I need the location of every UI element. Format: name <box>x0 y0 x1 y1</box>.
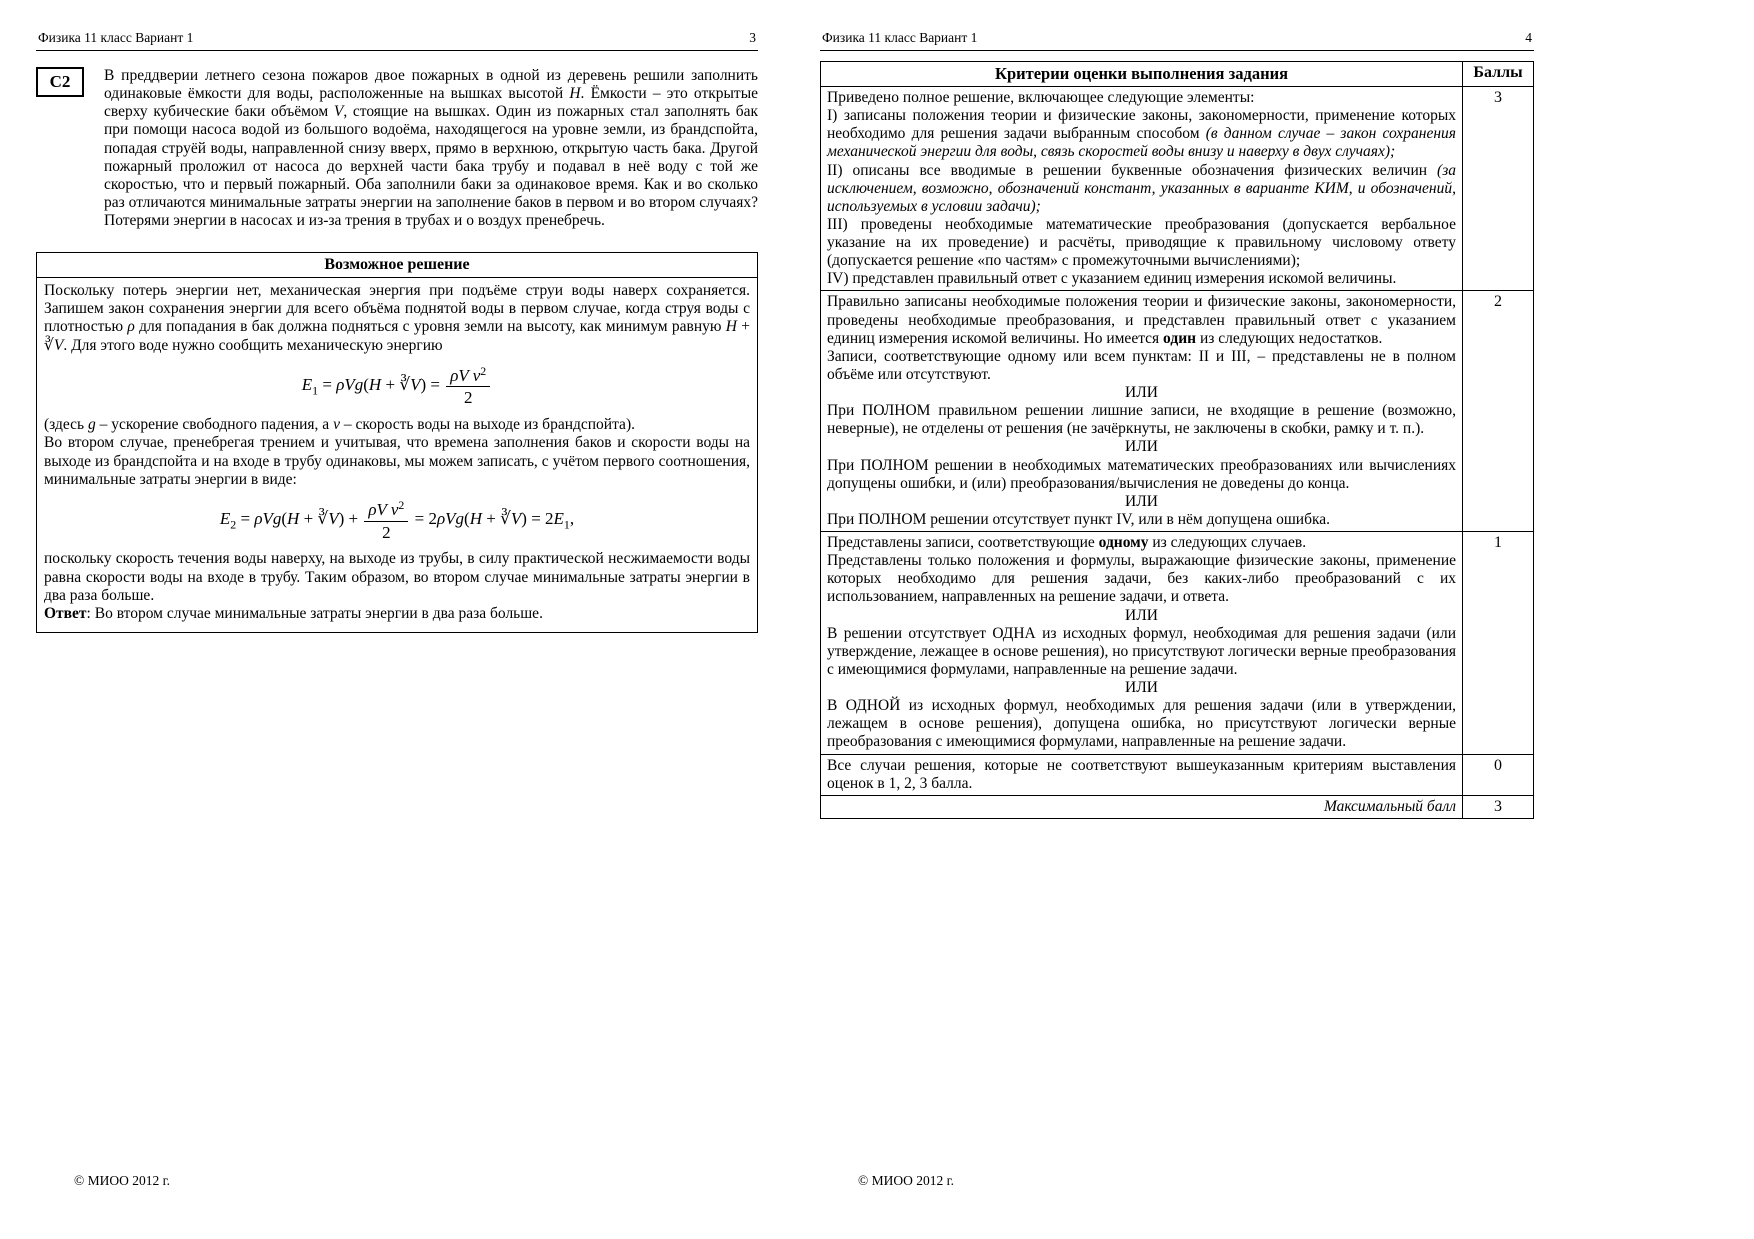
text-run: H <box>569 85 581 103</box>
fraction: $\frac{\rho V v^2}{2}$ <box>446 365 490 408</box>
copyright-footer: © МИОО 2012 г. <box>858 1173 955 1188</box>
solution-paragraph <box>44 550 750 604</box>
criteria-cell <box>821 532 1463 755</box>
text-run: v <box>333 416 340 434</box>
text-run: . Ёмкости – это открытые сверху кубические баки объёмом <box>104 85 758 121</box>
criteria-table <box>820 61 1534 819</box>
text-run: . Для этого воде нужно сообщить механическую энергию <box>63 336 443 354</box>
text-run: ρ <box>127 318 135 336</box>
page-4 <box>820 30 1534 1195</box>
criteria-paragraph <box>827 511 1456 529</box>
problem-block <box>36 67 758 230</box>
text-run: При ПОЛНОМ решении в необходимых математических преобразованиях или вычислениях допущены ошибки, и (или) преобразования/вычисления не доведены до конца. <box>827 456 1456 492</box>
solution-paragraph <box>44 434 750 488</box>
text-run: одному <box>1098 534 1149 551</box>
points-cell: 0 <box>1463 754 1534 795</box>
page-number: 4 <box>1525 30 1532 45</box>
text-run: H <box>725 318 737 336</box>
solution-body <box>37 278 757 632</box>
header-title: Физика 11 класс Вариант 1 <box>38 30 194 45</box>
criteria-table-title: Критерии оценки выполнения задания <box>821 62 1463 87</box>
text-run: (за исключением, возможно, обозначений констант, указанных в варианте КИМ, и обозначений, используемых в условии задачи); <box>827 161 1456 215</box>
text-run: Во втором случае, пренебрегая трением и учитывая, что времена заполнения баков и скорости воды на выходе из брандспойта и на входе в трубу одинаковы, мы можем записать, с учётом первого соотношения, минимальные затраты энергии в виде: <box>44 434 750 488</box>
solution-paragraph <box>44 416 750 434</box>
text-run: Все случаи решения, которые не соответствуют вышеуказанным критериям выставления оценок в 1, 2, 3 балла. <box>827 756 1456 792</box>
text-run: IV) представлен правильный ответ с указанием единиц измерения искомой величины. <box>827 270 1397 288</box>
criteria-row <box>821 754 1534 795</box>
criteria-paragraph <box>827 89 1456 107</box>
criteria-paragraph <box>827 293 1456 347</box>
text-run: (в данном случае – закон сохранения механической энергии для воды, связь скоростей воды внизу и наверху в двух случаях); <box>827 125 1456 161</box>
criteria-cell <box>821 291 1463 532</box>
text-run: – ускорение свободного падения, а <box>95 416 334 434</box>
page-header <box>820 30 1534 51</box>
text-run: III) проведены необходимые математические преобразования (допускается вербальное указание на их проведение) и расчёты, приводящие к правильному числовому ответу (допускается решение «по частям» с промежуточными вычислениями); <box>827 215 1456 270</box>
criteria-paragraph <box>827 402 1456 438</box>
criteria-paragraph <box>827 162 1456 216</box>
text-run: При ПОЛНОМ решении отсутствует пункт IV, или в нём допущена ошибка. <box>827 510 1331 528</box>
text-run: Представлены записи, соответствующие <box>827 534 1099 551</box>
text-run: g <box>87 416 96 434</box>
criteria-row <box>821 532 1534 755</box>
problem-text <box>104 67 758 230</box>
text-run: V <box>333 103 344 121</box>
text-run: (здесь <box>44 416 88 434</box>
text-run: В решении отсутствует ОДНА из исходных формул, необходимая для решения задачи (или утверждение, лежащее в основе решения), но присутствуют логически верные преобразования с имеющимися формулами, направленные на решение задачи. <box>827 624 1456 678</box>
points-column-header: Баллы <box>1463 62 1534 87</box>
criteria-paragraph <box>827 216 1456 270</box>
text-run: для попадания в бак должна подняться с уровня земли на высоту, как минимум равную <box>134 318 726 336</box>
criteria-paragraph <box>827 757 1456 793</box>
points-cell: 3 <box>1463 87 1534 291</box>
solution-title: Возможное решение <box>37 253 757 278</box>
points-cell: 2 <box>1463 291 1534 532</box>
text-run: Правильно записаны необходимые положения теории и физические законы, закономерности, проведены необходимые преобразования, и представлен правильный ответ с указанием единиц измерения искомой величины. Но имеется <box>827 293 1456 347</box>
text-run: ИЛИ <box>1125 492 1158 510</box>
text-run: Ответ <box>44 604 87 622</box>
text-run: ИЛИ <box>1125 606 1158 624</box>
solution-paragraph <box>44 282 750 355</box>
text-run: В ОДНОЙ из исходных формул, необходимых для решения задачи (или в утверждении, лежащем в основе решения), допущена ошибка, но присутствуют логически верные преобразования с имеющимися формулами, направленные на решение задачи. <box>827 697 1456 751</box>
text-run: ИЛИ <box>1125 679 1158 696</box>
solution-paragraph <box>44 605 750 623</box>
criteria-paragraph <box>827 552 1456 606</box>
criteria-cell <box>821 87 1463 291</box>
criteria-paragraph <box>827 625 1456 679</box>
text-run: , стоящие на вышках. Один из пожарных стал заполнять бак при помощи насоса водой из большого водоёма, находящегося на уровне земли, из брандспойта, попадая струёй воды, направленной снизу вверх, прямо в верхнюю, открытую часть бака. Другой пожарный проложил от насоса до верхней части бака трубу и подавал в неё воду с той же скоростью, что и первый пожарный. Оба заполнили баки за одинаковое время. Как и во сколько раз отличаются минимальные затраты энергии на заполнение баков в первом и во втором случаях? Потерями энергии в насосах и из-за трения в трубах и о воздух пренебречь. <box>104 103 759 229</box>
criteria-paragraph <box>827 534 1456 552</box>
text-run: ИЛИ <box>1125 438 1158 456</box>
text-run: Приведено полное решение, включающее следующие элементы: <box>827 89 1255 106</box>
fraction: $\frac{\rho V v^2}{2}$ <box>364 499 408 542</box>
problem-label: С2 <box>36 67 84 97</box>
page-header <box>36 30 758 51</box>
text-run: ИЛИ <box>1125 384 1158 401</box>
copyright-footer: © МИОО 2012 г. <box>74 1173 171 1188</box>
or-separator <box>827 384 1456 402</box>
criteria-paragraph <box>827 348 1456 384</box>
criteria-table-body <box>821 87 1534 796</box>
criteria-paragraph <box>827 107 1456 161</box>
text-run: + ∛ <box>44 318 750 354</box>
solution-box <box>36 252 758 633</box>
max-score-row <box>821 795 1534 818</box>
formula: $E_1 = \rho Vg(H$ + ∛V) = $\frac{\rho V v^2}{2}$ <box>44 365 750 408</box>
max-score-value: 3 <box>1463 795 1534 818</box>
text-run: Представлены только положения и формулы, выражающие физические законы, применение которых необходимо для решения задачи, без каких-либо преобразований с их использованием, направленных на решение задачи, и ответа. <box>827 552 1456 606</box>
criteria-table-header-row <box>821 62 1534 87</box>
page-3 <box>36 30 758 1195</box>
text-run: из следующих случаев. <box>1148 534 1307 551</box>
text-run: : Во втором случае минимальные затраты энергии в два раза больше. <box>86 604 543 622</box>
criteria-row <box>821 87 1534 291</box>
text-run: В преддверии летнего сезона пожаров двое пожарных в одной из деревень решили заполнить одинаковые ёмкости для воды, расположенные на вышках высотой <box>104 67 758 103</box>
text-run: При ПОЛНОМ правильном решении лишние записи, не входящие в решение (возможно, неверные), не отделены от решения (не зачёркнуты, не заключены в скобки, рамку и т. п.). <box>827 402 1456 438</box>
text-run: из следующих недостатков. <box>1196 329 1383 347</box>
or-separator <box>827 679 1456 697</box>
text-run: Поскольку потерь энергии нет, механическая энергия при подъёме струи воды наверх сохраняется. Запишем закон сохранения энергии для всего объёма поднятой воды в первом случае, когда струя воды с плотностью <box>44 282 750 336</box>
page-number: 3 <box>749 30 756 45</box>
text-run: II) описаны все вводимые в решении буквенные обозначения физических величин <box>827 161 1438 179</box>
or-separator <box>827 438 1456 456</box>
criteria-paragraph <box>827 270 1456 288</box>
criteria-paragraph <box>827 697 1456 751</box>
text-run: Записи, соответствующие одному или всем пунктам: II и III, – представлены не в полном объёме или отсутствуют. <box>827 347 1456 383</box>
text-run: V <box>53 336 64 354</box>
text-run: – скорость воды на выходе из брандспойта). <box>339 416 635 434</box>
max-score-label: Максимальный балл <box>821 795 1463 818</box>
header-title: Физика 11 класс Вариант 1 <box>822 30 978 45</box>
or-separator <box>827 493 1456 511</box>
text-run: I) записаны положения теории и физические законы, закономерности, применение которых необходимо для решения задачи выбранным способом <box>827 107 1456 143</box>
formula: $E_2 = \rho Vg(H$ + ∛V) + $\frac{\rho V v^2}{2}$ = 2ρVg(H + ∛V) = $2E_1$, <box>219 497 575 542</box>
or-separator <box>827 607 1456 625</box>
criteria-cell <box>821 754 1463 795</box>
criteria-row <box>821 291 1534 532</box>
text-run: поскольку скорость течения воды наверху, на выходе из трубы, в силу практической несжимаемости воды равна скорости воды на входе в трубу. Таким образом, во втором случае минимальные затраты энергии в два раза больше. <box>44 550 750 604</box>
text-run: один <box>1163 329 1197 347</box>
points-cell: 1 <box>1463 532 1534 755</box>
criteria-paragraph <box>827 457 1456 493</box>
